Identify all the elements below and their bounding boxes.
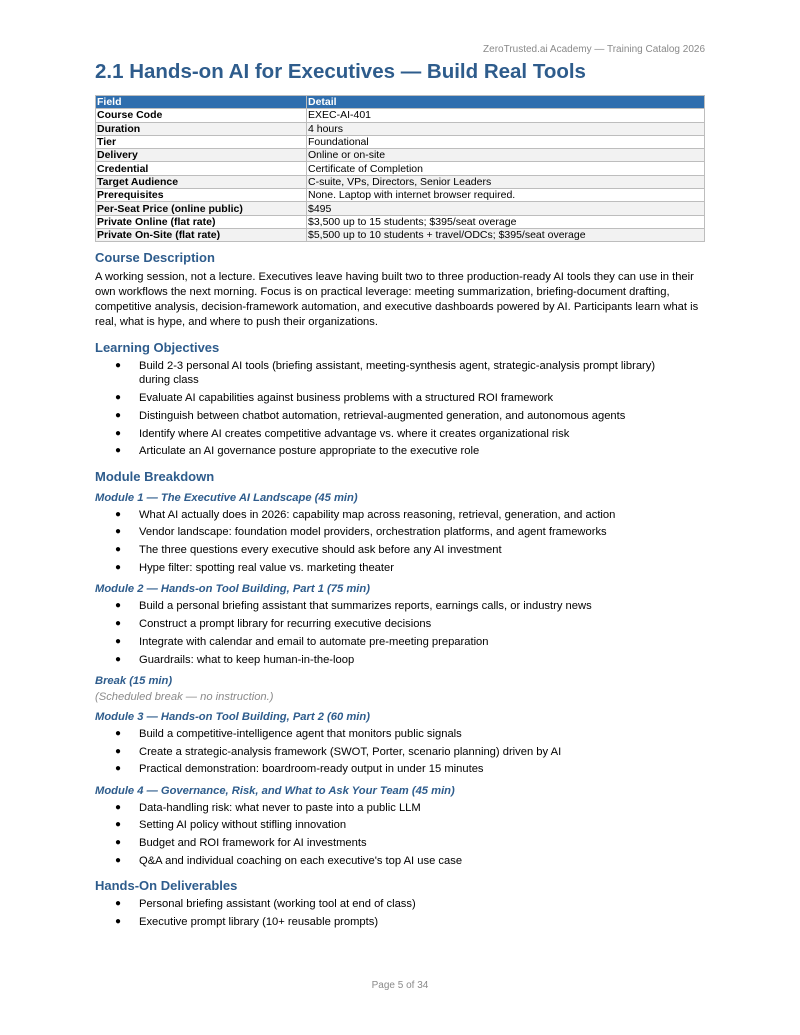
bullet-icon: ● (115, 915, 122, 927)
bullet-icon: ● (115, 801, 122, 813)
module-1-title: Module 1 — The Executive AI Landscape (45 min) (95, 491, 358, 504)
list-item: ● Setting AI policy without stifling innovation (115, 819, 347, 832)
running-header: ZeroTrusted.ai Academy — Training Catalog 2026 (483, 44, 705, 55)
bullet-icon: ● (115, 445, 122, 457)
bullet-icon: ● (115, 745, 122, 757)
bullet-icon: ● (115, 617, 122, 629)
module-1-list (95, 508, 710, 576)
module-4-list (95, 801, 710, 869)
table-cell-detail: $495 (307, 202, 705, 215)
list-item: ● What AI actually does in 2026: capability map across reasoning, retrieval, generation, and action (115, 508, 616, 521)
table-row (96, 189, 705, 202)
table-cell-field: Private Online (flat rate) (96, 215, 307, 228)
list-item: ● The three questions every executive should ask before any AI investment (115, 544, 502, 557)
break-note: (Scheduled break — no instruction.) (95, 690, 274, 703)
section-title: 2.1 Hands-on AI for Executives — Build Real Tools (95, 60, 586, 83)
table-cell-detail: Online or on-site (307, 149, 705, 162)
table-row (96, 109, 705, 122)
list-item: ● Integrate with calendar and email to automate pre-meeting preparation (115, 635, 489, 648)
module-2-title: Module 2 — Hands-on Tool Building, Part 1 (75 min) (95, 583, 370, 596)
module-2-list (95, 599, 710, 667)
list-item: ● Create a strategic-analysis framework (SWOT, Porter, scenario planning) driven by AI (115, 745, 562, 758)
list-item: ● Distinguish between chatbot automation, retrieval-augmented generation, and autonomous agents (115, 409, 626, 422)
bullet-icon: ● (115, 409, 122, 421)
table-row (96, 228, 705, 241)
bullet-icon: ● (115, 508, 122, 520)
table-row (96, 162, 705, 175)
table-cell-field: Tier (96, 135, 307, 148)
course-description-text: A working session, not a lecture. Executives leave having built two to three production-ready AI tools they can use in their own workflows the next morning. Focus is on practical leverage: meeting summarization, briefing-document drafting, competitive analysis, decision-framework automation, and executive dashboards powered by AI. Participants learn what is real, what is hype, and where to push their organizations. (95, 271, 699, 328)
table-cell-detail: Foundational (307, 135, 705, 148)
list-item: ● Construct a prompt library for recurring executive decisions (115, 617, 432, 630)
deliverables-list (95, 897, 710, 929)
table-row (96, 175, 705, 188)
course-info-table (95, 95, 705, 242)
bullet-icon: ● (115, 837, 122, 849)
deliverables-heading: Hands-On Deliverables (95, 878, 238, 894)
list-item: ● Evaluate AI capabilities against business problems with a structured ROI framework (115, 392, 554, 404)
table-header-field: Field (96, 96, 307, 109)
table-cell-field: Delivery (96, 149, 307, 162)
bullet-icon: ● (115, 763, 122, 775)
bullet-icon: ● (115, 427, 122, 439)
learning-objectives-heading: Learning Objectives (95, 340, 220, 355)
bullet-icon: ● (115, 727, 122, 739)
bullet-icon: ● (115, 653, 122, 665)
bullet-icon: ● (115, 561, 122, 573)
bullet-icon: ● (115, 392, 122, 403)
table-cell-field: Credential (96, 162, 307, 175)
list-item: ● Identify where AI creates competitive advantage vs. where it creates organizational risk (115, 427, 570, 440)
learning-objectives-list (95, 359, 710, 459)
body-content (95, 250, 710, 933)
table-cell-field: Duration (96, 122, 307, 135)
list-item: ● Guardrails: what to keep human-in-the-loop (115, 653, 355, 666)
table-row (96, 135, 705, 148)
list-item: ● Build 2-3 personal AI tools (briefing assistant, meeting-synthesis agent, strategic-analysis prompt library) during class (115, 360, 656, 387)
module-3-title: Module 3 — Hands-on Tool Building, Part 2 (60 min) (95, 710, 370, 723)
table-cell-detail: $5,500 up to 10 students + travel/ODCs; $395/seat overage (307, 228, 705, 241)
table-cell-detail: EXEC-AI-401 (307, 109, 705, 122)
bullet-icon: ● (115, 854, 122, 866)
module-4-title: Module 4 — Governance, Risk, and What to Ask Your Team (45 min) (95, 784, 455, 797)
bullet-icon: ● (115, 526, 122, 538)
table-cell-field: Private On-Site (flat rate) (96, 228, 307, 241)
table-cell-field: Per-Seat Price (online public) (96, 202, 307, 215)
table-cell-detail: None. Laptop with internet browser required. (307, 189, 705, 202)
list-item: ● Personal briefing assistant (working tool at end of class) (115, 898, 416, 911)
bullet-icon: ● (115, 635, 122, 647)
table-cell-detail: Certificate of Completion (307, 162, 705, 175)
table-row (96, 149, 705, 162)
list-item: ● Build a competitive-intelligence agent that monitors public signals (115, 727, 462, 740)
break-title: Break (15 min) (95, 674, 173, 687)
table-cell-field: Target Audience (96, 175, 307, 188)
list-item: ● Executive prompt library (10+ reusable prompts) (115, 915, 379, 928)
table-row (96, 202, 705, 215)
table-header-detail: Detail (307, 96, 705, 109)
list-item: ● Articulate an AI governance posture appropriate to the executive role (115, 445, 480, 458)
list-item: ● Hype filter: spotting real value vs. marketing theater (115, 561, 394, 574)
bullet-icon: ● (115, 819, 122, 831)
table-cell-field: Course Code (96, 109, 307, 122)
course-description-heading: Course Description (95, 250, 215, 265)
list-item: ● Vendor landscape: foundation model providers, orchestration platforms, and agent frameworks (115, 526, 607, 539)
bullet-icon: ● (115, 360, 122, 371)
list-item: ● Data-handling risk: what never to paste into a public LLM (115, 801, 421, 814)
bullet-icon: ● (115, 600, 122, 612)
table-row (96, 215, 705, 228)
page-number: Page 5 of 34 (371, 980, 429, 991)
bullet-icon: ● (115, 544, 122, 556)
table-header-row (96, 96, 705, 109)
table-cell-detail: $3,500 up to 15 students; $395/seat overage (307, 215, 705, 228)
table-cell-detail: 4 hours (307, 122, 705, 135)
list-item: ● Q&A and individual coaching on each executive's top AI use case (115, 854, 463, 867)
list-item: ● Practical demonstration: boardroom-ready output in under 15 minutes (115, 763, 484, 776)
list-item: ● Budget and ROI framework for AI investments (115, 837, 367, 850)
table-cell-detail: C-suite, VPs, Directors, Senior Leaders (307, 175, 705, 188)
list-item: ● Build a personal briefing assistant that summarizes reports, earnings calls, or industry news (115, 600, 592, 613)
module-3-list (95, 727, 710, 777)
table-row (96, 122, 705, 135)
bullet-icon: ● (115, 898, 122, 910)
module-breakdown-heading: Module Breakdown (95, 468, 215, 484)
table-cell-field: Prerequisites (96, 189, 307, 202)
